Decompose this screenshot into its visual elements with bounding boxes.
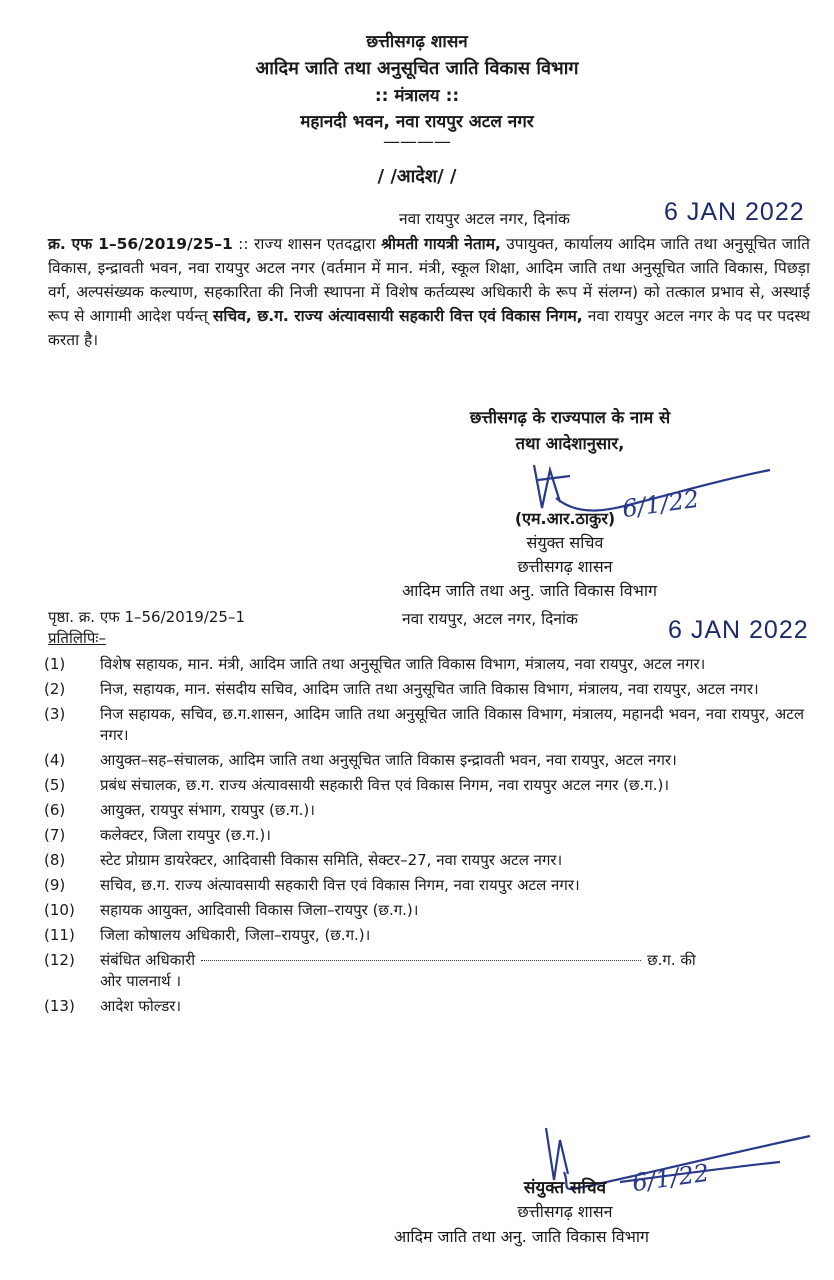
address-heading: महानदी भवन, नवा रायपुर अटल नगर bbox=[300, 112, 534, 132]
endorsement-place-date-label: नवा रायपुर, अटल नगर, दिनांक bbox=[402, 610, 578, 628]
footer-govt: छत्तीसगढ़ शासन bbox=[517, 1202, 613, 1221]
list-item: (13) आदेश फोल्डर। bbox=[44, 997, 182, 1015]
list-item: (5) प्रबंध संचालक, छ.ग. राज्य अंत्यावसायी सहकारी वित्त एवं विकास निगम, नवा रायपुर अटल नगर (छ.ग.)। bbox=[44, 776, 670, 794]
list-item: (7) कलेक्टर, जिला रायपुर (छ.ग.)। bbox=[44, 826, 271, 844]
list-item: (9) सचिव, छ.ग. राज्य अंत्यावसायी सहकारी वित्त एवं विकास निगम, नवा रायपुर अटल नगर। bbox=[44, 876, 580, 894]
list-item: (6) आयुक्त, रायपुर संभाग, रायपुर (छ.ग.)। bbox=[44, 801, 315, 819]
ministry-heading: :: मंत्रालय :: bbox=[374, 86, 460, 106]
signatory-govt: छत्तीसगढ़ शासन bbox=[517, 557, 613, 576]
order-ref-no: क्र. एफ 1–56/2019/25–1 bbox=[48, 235, 233, 253]
list-item: (1) विशेष सहायक, मान. मंत्री, आदिम जाति तथा अनुसूचित जाति विकास विभाग, मंत्रालय, नवा रायपुर, अटल नगर। bbox=[44, 655, 706, 673]
handwritten-date: 6/1/22 bbox=[620, 484, 701, 524]
post-name: सचिव, छ.ग. राज्य अंत्यावसायी सहकारी वित्त एवं विकास निगम, bbox=[212, 307, 583, 325]
list-item: (4) आयुक्त–सह–संचालक, आदिम जाति तथा अनुसूचित जाति विकास इन्द्रावती भवन, नवा रायपुर, अटल नगर। bbox=[44, 751, 677, 769]
list-item: (12) संबंधित अधिकारी छ.ग. की ओर पालनार्थ । bbox=[44, 951, 696, 990]
signatory-designation: संयुक्त सचिव bbox=[526, 533, 604, 552]
officer-name: श्रीमती गायत्री नेताम, bbox=[381, 235, 501, 253]
govt-heading: छत्तीसगढ़ शासन bbox=[366, 32, 468, 52]
list-item: (8) स्टेट प्रोग्राम डायरेक्टर, आदिवासी विकास समिति, सेक्टर–27, नवा रायपुर अटल नगर। bbox=[44, 851, 563, 869]
endorsement-date-stamp: 6 JAN 2022 bbox=[668, 616, 809, 644]
list-item: (10) सहायक आयुक्त, आदिवासी विकास जिला–रायपुर (छ.ग.)। bbox=[44, 901, 419, 919]
header-rule: ———— bbox=[383, 132, 451, 152]
list-item: (2) निज, सहायक, मान. संसदीय सचिव, आदिम जाति तथा अनुसूचित जाति विकास विभाग, मंत्रालय, नवा रायपुर, अटल नगर। bbox=[44, 680, 759, 698]
distribution-list bbox=[44, 654, 804, 1021]
list-item: (3) निज सहायक, सचिव, छ.ग.शासन, आदिम जाति तथा अनुसूचित जाति विकास विभाग, मंत्रालय, महानदी भवन, नवा रायपुर, अटल नगर। bbox=[44, 705, 804, 744]
order-body: क्र. एफ 1–56/2019/25–1 :: राज्य शासन एतदद्वारा श्रीमती गायत्री नेताम, उपायुक्त, कार्यालय आदिम जाति तथा अनुसूचित जाति विकास, इन्द्रावती भवन, नवा रायपुर अटल नगर (वर्तमान में मान. मंत्री, स्कूल शिक्षा, आदिम जाति तथा अनुसूचित जाति विकास, पिछड़ा वर्ग, अल्पसंख्यक कल्याण, सहकारिता की निजी स्थापना में विशेष कर्तव्यस्थ अधिकारी के रूप में संलग्न) को तत्काल प्रभाव से, अस्थाई रूप से आगामी आदेश पर्यन्त् सचिव, छ.ग. राज्य अंत्यावसायी सहकारी वित्त एवं विकास निगम, नवा रायपुर अटल नगर के पद पर पदस्थ करता है। bbox=[48, 235, 811, 349]
signatory-name: (एम.आर.ठाकुर) bbox=[514, 509, 616, 528]
endorsement-ref-no: पृष्ठा. क्र. एफ 1–56/2019/25–1 bbox=[48, 608, 246, 626]
signatory-dept: आदिम जाति तथा अनु. जाति विकास विभाग bbox=[402, 581, 658, 600]
footer-handwritten-date: 6/1/22 bbox=[630, 1158, 711, 1198]
footer-dept: आदिम जाति तथा अनु. जाति विकास विभाग bbox=[394, 1227, 650, 1246]
list-item: (11) जिला कोषालय अधिकारी, जिला–रायपुर, (छ.ग.)। bbox=[44, 926, 371, 944]
date-stamp: 6 JAN 2022 bbox=[664, 198, 805, 226]
department-heading: आदिम जाति तथा अनुसूचित जाति विकास विभाग bbox=[255, 58, 579, 79]
authority-line-1: छत्तीसगढ़ के राज्यपाल के नाम से bbox=[469, 408, 671, 427]
authority-line-2: तथा आदेशानुसार, bbox=[515, 434, 625, 453]
footer-designation: संयुक्त सचिव bbox=[523, 1178, 607, 1198]
blank-dotted-line bbox=[201, 960, 641, 961]
order-place-date-label: नवा रायपुर अटल नगर, दिनांक bbox=[399, 210, 570, 228]
order-title: / /आदेश/ / bbox=[377, 166, 457, 187]
copy-to-label: प्रतिलिपिः– bbox=[48, 629, 106, 647]
